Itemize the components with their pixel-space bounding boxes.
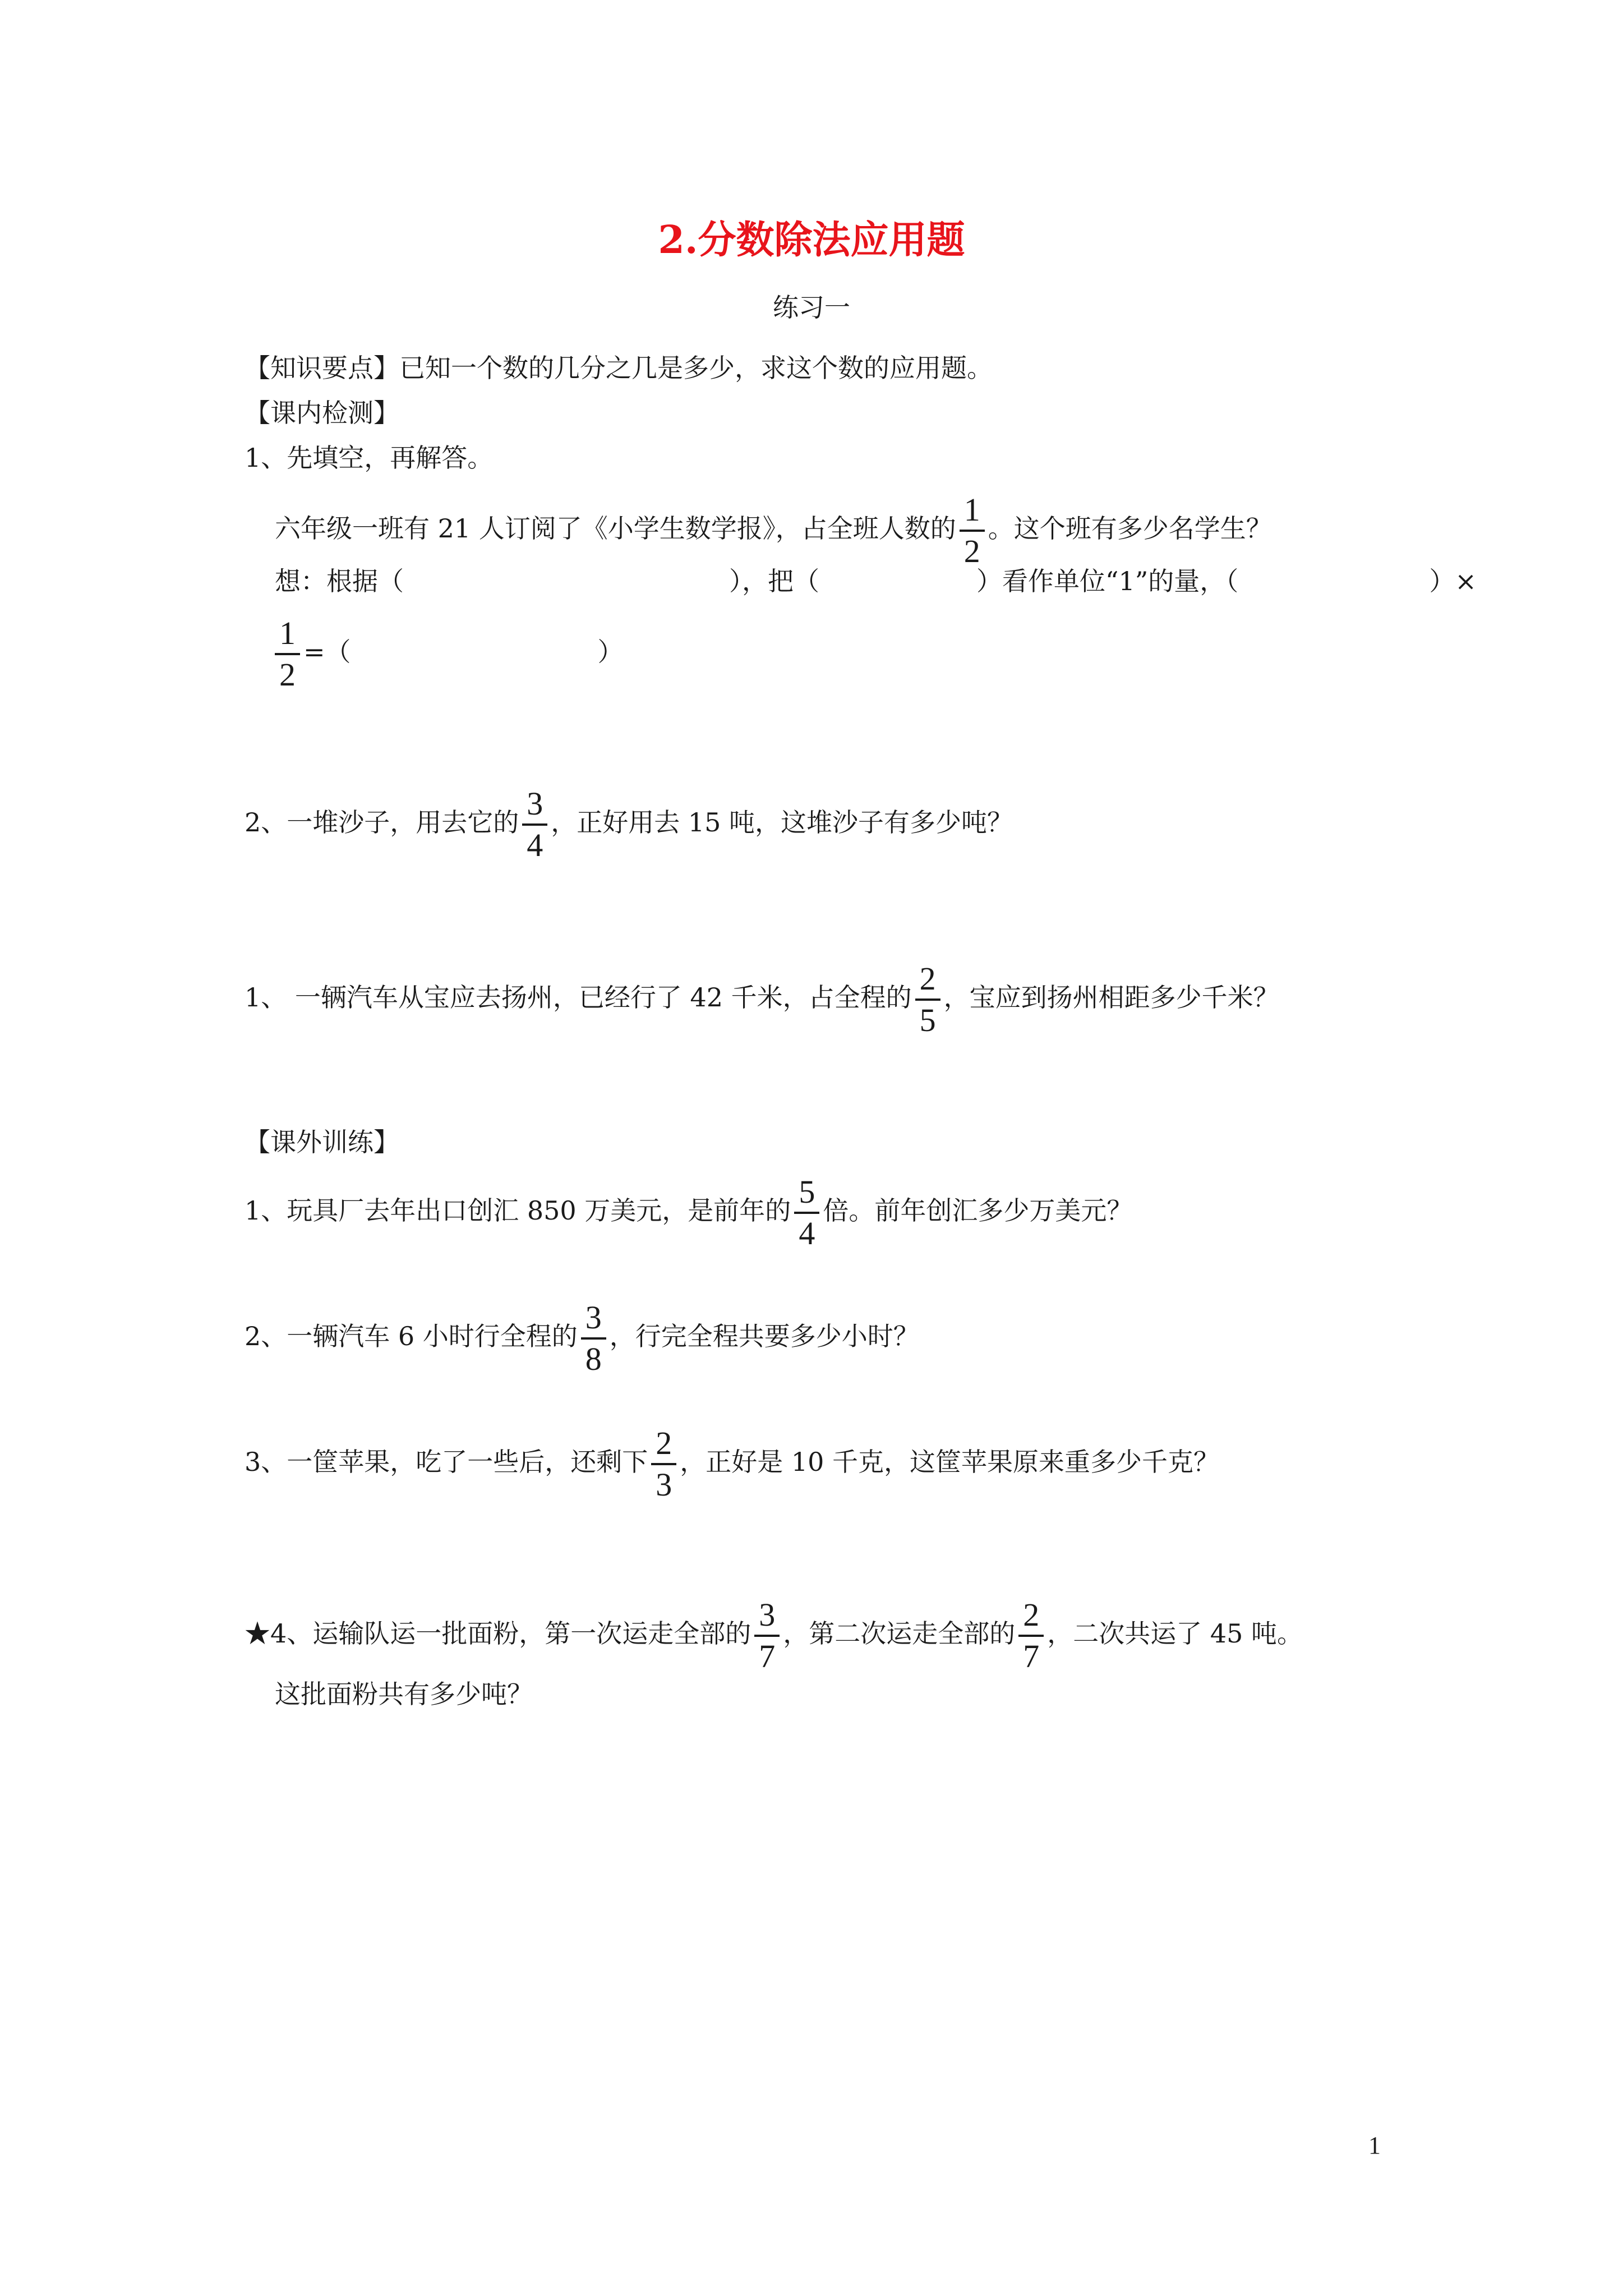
knowledge-point: 【知识要点】已知一个数的几分之几是多少，求这个数的应用题。	[245, 353, 993, 383]
fraction-bar	[275, 653, 300, 655]
question-1-text-before: 六年级一班有 21 人订阅了《小学生数学报》，占全班人数的	[275, 513, 956, 544]
think-part-c: ）看作单位“1”的量，（	[976, 566, 1239, 596]
think-part-e: =（	[303, 637, 351, 667]
fraction-numerator: 5	[799, 1174, 815, 1210]
question-1-think-line	[275, 559, 1565, 604]
exercise-3-text-after: ，正好是 10 千克，这筐苹果原来重多少千克？	[680, 1447, 1220, 1477]
fraction-bar	[794, 1212, 819, 1214]
think-part-a: 想：根据（	[275, 566, 404, 596]
question-2-text-after: ，正好用去 15 吨，这堆沙子有多少吨？	[551, 807, 1013, 838]
question-1-fraction-2	[275, 617, 300, 691]
exercise-3-text-before: 3、一筐苹果，吃了一些后，还剩下	[245, 1447, 648, 1477]
exercise-1-fraction	[794, 1176, 819, 1250]
fraction-numerator: 2	[656, 1425, 672, 1461]
fraction-denominator: 8	[585, 1341, 602, 1377]
fraction-bar	[581, 1337, 606, 1340]
fraction-denominator: 7	[759, 1638, 776, 1674]
fraction-numerator: 3	[585, 1299, 602, 1336]
page-number: 1	[1368, 2132, 1381, 2159]
fraction-denominator: 2	[963, 533, 980, 569]
question-1-fraction	[960, 491, 985, 569]
question-2-fraction	[522, 785, 547, 863]
exercise-1-text-after: 倍。前年创汇多少万美元？	[823, 1195, 1133, 1226]
exercise-4	[245, 1596, 1303, 1674]
exercise-4-text-after: ，二次共运了 45 吨。	[1047, 1618, 1303, 1649]
section-inclass-heading: 【课内检测】	[245, 398, 399, 428]
question-3-fraction	[915, 960, 940, 1038]
question-3	[245, 960, 1279, 1038]
fraction-numerator: 1	[963, 491, 980, 528]
exercise-2-text-after: ，行完全程共要多少小时？	[609, 1321, 919, 1351]
exercise-4-fraction-2	[1018, 1596, 1044, 1674]
page-title: 2.分数除法应用题	[658, 218, 965, 263]
fraction-numerator: 3	[527, 785, 543, 822]
question-1-equation-line	[275, 617, 624, 691]
exercise-1-text-before: 1、玩具厂去年出口创汇 850 万美元，是前年的	[245, 1195, 791, 1226]
section-outclass-heading: 【课外训练】	[245, 1127, 399, 1157]
fraction-denominator: 5	[919, 1002, 936, 1038]
question-1-text-after: 。这个班有多少名学生？	[988, 513, 1272, 544]
exercise-1	[245, 1176, 1132, 1250]
fraction-denominator: 7	[1023, 1638, 1040, 1674]
question-2	[245, 785, 1013, 863]
fraction-bar	[754, 1635, 780, 1637]
page-subtitle: 练习一	[773, 292, 850, 323]
fraction-numerator: 1	[279, 615, 296, 651]
question-1-heading: 1、先填空，再解答。	[245, 443, 494, 473]
fraction-denominator: 3	[656, 1466, 672, 1503]
fraction-numerator: 2	[919, 960, 936, 997]
fraction-numerator: 2	[1023, 1596, 1040, 1633]
exercise-4-line-2: 这批面粉共有多少吨？	[275, 1679, 533, 1709]
exercise-2-fraction	[581, 1301, 606, 1375]
fraction-bar	[1018, 1635, 1044, 1637]
exercise-4-text-mid: ，第二次运走全部的	[783, 1618, 1016, 1649]
fraction-bar	[960, 530, 985, 532]
fraction-denominator: 2	[279, 656, 296, 693]
fraction-denominator: 4	[527, 827, 543, 863]
question-3-text-before: 1、 一辆汽车从宝应去扬州，已经行了 42 千米，占全程的	[245, 982, 912, 1013]
fraction-denominator: 4	[799, 1215, 815, 1251]
think-part-b: ），把（	[729, 566, 819, 596]
fraction-bar	[651, 1463, 676, 1465]
exercise-3-fraction	[651, 1427, 676, 1501]
exercise-4-text-before: ★4、运输队运一批面粉，第一次运走全部的	[245, 1618, 751, 1649]
fraction-numerator: 3	[759, 1596, 776, 1633]
fraction-bar	[522, 823, 547, 826]
think-part-d: ）×	[1429, 566, 1477, 596]
fraction-bar	[915, 999, 940, 1001]
exercise-2-text-before: 2、一辆汽车 6 小时行全程的	[245, 1321, 578, 1351]
exercise-4-fraction-1	[754, 1596, 780, 1674]
exercise-2	[245, 1301, 919, 1375]
question-2-text-before: 2、一堆沙子，用去它的	[245, 807, 519, 838]
question-3-text-after: ，宝应到扬州相距多少千米？	[943, 982, 1279, 1013]
exercise-3	[245, 1427, 1219, 1501]
think-part-f: ）	[597, 637, 624, 667]
question-1-text	[275, 491, 1272, 569]
